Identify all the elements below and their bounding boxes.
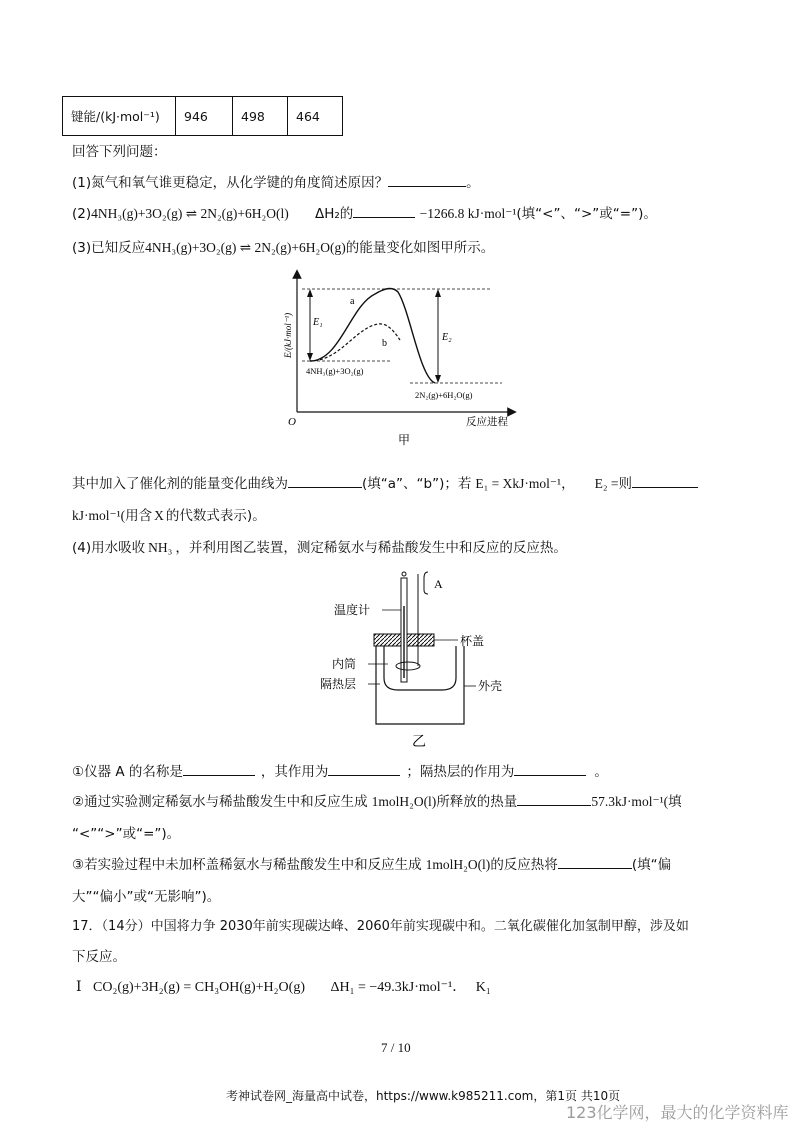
origin-label: O — [288, 416, 296, 428]
question-4-2-line2: “<”“>”或“=”)。 — [72, 826, 181, 842]
question-3-prefix: (3)已知反应 — [72, 240, 146, 256]
y-axis-label: E/(kJ·mol⁻¹) — [283, 312, 293, 358]
q3-text2: (填“a”、“b”)；若 — [362, 476, 472, 492]
label-e2: E₂ — [442, 332, 452, 343]
delta-h2: ΔH₂的 — [315, 206, 354, 222]
label-products: 2N₂(g)+6H₂O(g) — [415, 390, 473, 400]
q3-text1: 其中加入了催化剂的能量变化曲线为 — [72, 476, 288, 492]
question-1-end: 。 — [466, 175, 480, 191]
figure-caption-jia: 甲 — [398, 433, 411, 447]
question-3-unit-line — [72, 504, 266, 524]
q4-3-text1: ③若实验过程中未加杯盖稀氨水与稀盐酸发生中和反应生成 — [72, 857, 422, 873]
q4-2-text2: 所释放的热量 — [436, 794, 518, 810]
q3-unit: kJ·mol⁻¹(用含 — [72, 508, 153, 523]
equation-3: 4NH₃(g)+3O₂(g) ⇌ 2N₂(g)+6H₂O(g) — [145, 240, 346, 255]
answer-blank[interactable] — [183, 761, 255, 776]
reaction-k: K₁ — [475, 980, 491, 995]
reaction-label: Ⅰ — [76, 980, 82, 995]
label-inner: 内筒 — [332, 657, 357, 671]
table-cell: 498 — [233, 97, 288, 136]
reaction-dh: ΔH₁ = −49.3kJ·mol⁻¹． — [330, 980, 467, 995]
inner-cup — [384, 646, 456, 690]
q4-1-text3: ；隔热层的作用为 — [406, 764, 515, 780]
q4-2-text1: ②通过实验测定稀氨水与稀盐酸发生中和反应生成 — [72, 794, 368, 810]
intro-text: 回答下列问题： — [72, 144, 167, 160]
answer-blank[interactable] — [288, 473, 362, 488]
label-e1: E₁ — [313, 317, 323, 328]
reaction-equation: CO₂(g)+3H₂(g) = CH₃OH(g)+H₂O(g) — [93, 980, 305, 995]
answer-blank[interactable] — [353, 203, 415, 218]
watermark: 123化学网，最大的化学资料库 — [566, 1103, 789, 1122]
figure-caption-yi: 乙 — [412, 734, 426, 750]
q3-e1-expr: E₁ = XkJ·mol⁻¹， — [475, 476, 575, 491]
question-4-1 — [72, 760, 608, 780]
question-17-line1: 17．（14分）中国将力争 2030年前实现碳达峰、2060年前实现碳中和。二氧化碳催化加氢制甲醇，涉及如 — [72, 919, 689, 934]
q3-e2-expr: E₂ =则 — [594, 476, 633, 491]
reaction-1 — [76, 976, 491, 996]
question-2 — [72, 202, 657, 222]
question-3-part — [72, 472, 698, 492]
question-4-prefix: (4)用水吸收 — [72, 540, 146, 556]
question-2-prefix: (2) — [72, 206, 92, 222]
q4-2-formula: 1molH₂O(l) — [371, 794, 437, 809]
question-4-3-line2: 大”“偏小”或“无影响”)。 — [72, 889, 221, 905]
q2-hint: (填“<”、“>”或“=”)。 — [516, 206, 657, 222]
question-4-suffix: ，并利用图乙装置，测定稀氨水与稀盐酸发生中和反应的反应热。 — [175, 540, 567, 556]
q3-unit-tail: 的代数式表示)。 — [165, 508, 266, 524]
table-cell: 464 — [288, 97, 343, 136]
q4-3-text3: (填“偏 — [631, 857, 672, 873]
bond-energy-table — [62, 96, 343, 136]
x-axis-label: 反应进程 — [466, 416, 508, 428]
equation-2: 4NH₃(g)+3O₂(g) ⇌ 2N₂(g)+6H₂O(l) — [91, 206, 289, 221]
answer-blank[interactable] — [388, 172, 466, 187]
answer-blank[interactable] — [632, 473, 698, 488]
question-17-line2: 下反应。 — [72, 949, 126, 965]
outer-shell — [376, 646, 464, 724]
footer-link[interactable]: 考神试卷网_海量高中试卷，https://www.k985211.com，第1页 共10页 — [226, 1089, 621, 1103]
table-row — [63, 97, 343, 136]
label-b: b — [382, 338, 387, 349]
q4-1-text2: ，其作用为 — [260, 764, 329, 780]
label-a: A — [434, 577, 443, 591]
q4-3-formula: 1molH₂O(l) — [425, 857, 491, 872]
question-3 — [72, 236, 494, 256]
question-1 — [72, 171, 480, 191]
table-cell: 946 — [176, 97, 233, 136]
label-shell: 外壳 — [478, 679, 503, 693]
question-1-text: (1)氮气和氧气谁更稳定，从化学键的角度简述原因？ — [72, 175, 389, 191]
answer-blank[interactable] — [328, 761, 400, 776]
page-number: 7 / 10 — [381, 1040, 411, 1055]
label-reactants: 4NH₃(g)+3O₂(g) — [306, 366, 364, 376]
table-header-cell: 键能/(kJ·mol⁻¹) — [63, 97, 176, 136]
question-3-suffix: 的能量变化如图甲所示。 — [345, 240, 495, 256]
q4-species: NH₃ — [148, 540, 173, 555]
question-4-3 — [72, 853, 671, 873]
q4-3-text2: 的反应热将 — [490, 857, 558, 873]
label-lid: 杯盖 — [460, 634, 485, 648]
q3-x-var: X — [154, 508, 164, 523]
label-thermometer: 温度计 — [334, 603, 371, 617]
answer-blank[interactable] — [558, 854, 632, 869]
q4-2-value: 57.3kJ·mol⁻¹(填 — [591, 794, 682, 809]
energy-diagram — [270, 266, 526, 452]
question-4-2 — [72, 790, 682, 810]
q4-1-text1: ①仪器 A 的名称是 — [72, 764, 183, 780]
answer-blank[interactable] — [517, 791, 591, 806]
label-insulation: 隔热层 — [320, 677, 357, 691]
label-a: a — [350, 296, 355, 307]
q2-value: −1266.8 kJ·mol⁻¹ — [419, 206, 517, 221]
calorimeter-diagram — [320, 566, 503, 754]
q4-1-end: 。 — [594, 764, 608, 780]
question-4 — [72, 536, 567, 556]
answer-blank[interactable] — [514, 761, 586, 776]
